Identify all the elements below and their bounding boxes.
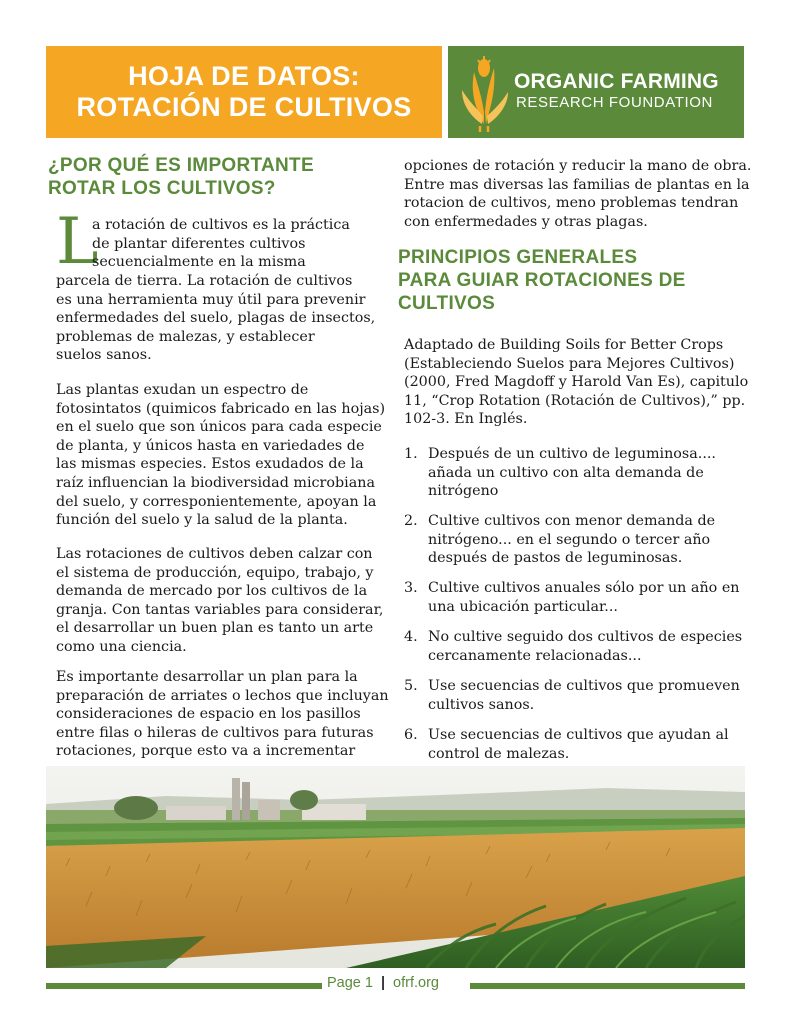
text-line: suelos sanos. [56,347,152,364]
text-line: entre filas o hileras de cultivos para futuras [56,724,374,741]
text-line: opciones de rotación y reducir la mano de obra. [404,158,752,174]
heading-line: CULTIVOS [398,293,496,314]
list-number: 3. [404,580,418,596]
corn-logo-icon [456,54,512,132]
text-line: Es importante desarrollar un plan para la [56,669,358,685]
logo-subname: RESEARCH FOUNDATION [516,94,713,111]
text-line: secuencialmente en la misma [92,254,306,271]
text-line: el sistema de producción, equipo, trabajo, y [56,564,374,581]
text-line: en el suelo que son únicos para cada especie [56,419,382,436]
text-line: Use secuencias de cultivos que ayudan al [428,727,729,743]
heading-line: PRINCIPIOS GENERALES [398,247,638,268]
list-text [428,445,716,501]
text-line: 11, “Crop Rotation (Rotación de Cultivos),” pp. [404,392,746,409]
text-line: (2000, Fred Magdoff y Harold Van Es), capitulo [404,374,749,391]
text-line: No cultive seguido dos cultivos de especies [428,629,743,645]
text-line: demanda de mercado por los cultivos de la [56,583,368,600]
text-line: las mismas especies. Estos exudados de la [56,456,364,473]
text-line: con enfermedades y otras plagas. [404,213,648,230]
text-line: Cultive cultivos anuales sólo por un año en [428,580,740,596]
text-line: consideraciones de espacio en los pasillos [56,706,361,723]
footer [327,975,439,991]
list-number: 5. [404,678,418,694]
paragraph-plan [56,668,389,761]
text-line: rotaciones, porque esto va a incrementar [56,743,356,760]
text-line: una ubicación particular... [428,598,618,615]
footer-separator: | [380,975,386,991]
text-line: como una ciencia. [56,638,187,655]
text-line: control de malezas. [428,745,570,762]
footer-rule-right [470,983,745,989]
text-line: Adaptado de Building Soils for Better Crops [404,337,724,353]
text-line: 102-3. En Inglés. [404,411,528,428]
title-banner [46,46,442,138]
list-number: 6. [404,727,418,743]
text-line: problemas de malezas, y establecer [56,328,315,345]
source-citation [404,336,748,429]
text-line: función del suelo y la salud de la planta. [56,512,348,529]
text-line: añada un cultivo con alta demanda de [428,464,704,481]
text-line: fotosintatos (quimicos fabricado en las hojas) [56,400,386,417]
heading-line: ROTAR LOS CULTIVOS? [48,178,276,199]
paragraph-plan-continued [404,157,751,231]
text-line: preparación de arriates o lechos que incluyan [56,687,389,704]
text-line: rotacion de cultivos, meno problemas tendran [404,195,739,212]
list-text [428,677,740,714]
text-line: cercanamente relacionadas... [428,647,642,664]
text-line: de plantar diferentes cultivos [92,235,306,252]
text-line: el desarrollar un buen plan es tanto un arte [56,620,374,637]
text-line: Entre mas diversas las familias de plantas en la [404,176,750,193]
text-line: Las rotaciones de cultivos deben calzar con [56,546,373,562]
text-line: después de pastos de leguminosas. [428,550,683,567]
text-line: Use secuencias de cultivos que promueven [428,678,740,694]
text-line: Después de un cultivo de leguminosa.... [428,446,716,462]
paragraph-intro-rest [56,272,375,365]
drop-cap: L [56,205,99,279]
section-heading-principles [398,246,686,315]
text-line: granja. Con tantas variables para considerar, [56,601,384,618]
paragraph-exudates [56,381,385,530]
text-line: es una herramienta muy útil para prevenir [56,291,366,308]
text-line: Cultive cultivos con menor demanda de [428,513,716,529]
text-line: del suelo, y corresponientemente, apoyan la [56,493,377,510]
logo-banner [448,46,744,138]
text-line: a rotación de cultivos es la práctica [92,217,350,233]
logo-name: ORGANIC FARMING [514,70,719,93]
text-line: Las plantas exudan un espectro de [56,382,309,398]
heading-line: PARA GUIAR ROTACIONES DE [398,270,686,291]
title-line-1: HOJA DE DATOS: [128,61,360,91]
text-line: nitrógeno [428,483,499,500]
text-line: enfermedades del suelo, plagas de insectos, [56,310,376,327]
title-line-2: ROTACIÓN DE CULTIVOS [76,92,412,122]
text-line: (Estableciendo Suelos para Mejores Cultivos) [404,355,735,372]
footer-rule-left [46,983,322,989]
text-line: parcela de tierra. La rotación de cultivos [56,273,353,289]
farm-field-photo [46,766,745,968]
page-number: Page 1 [327,975,373,991]
list-text [428,512,715,568]
paragraph-fit-system [56,545,383,657]
website-link[interactable]: ofrf.org [393,975,439,991]
list-text [428,628,742,665]
list-number: 4. [404,629,418,645]
list-text [428,726,729,763]
heading-line: ¿POR QUÉ ES IMPORTANTE [48,155,314,176]
list-text [428,579,740,616]
list-number: 2. [404,513,418,529]
text-line: cultivos sanos. [428,696,535,713]
paragraph-intro-start [92,216,350,272]
text-line: nitrógeno... en el segundo o tercer año [428,531,711,548]
text-line: de planta, y únicos hasta en variedades de [56,437,365,454]
section-heading-why [48,154,314,200]
list-number: 1. [404,446,418,462]
text-line: raíz influencian la biodiversidad microbiana [56,474,375,491]
